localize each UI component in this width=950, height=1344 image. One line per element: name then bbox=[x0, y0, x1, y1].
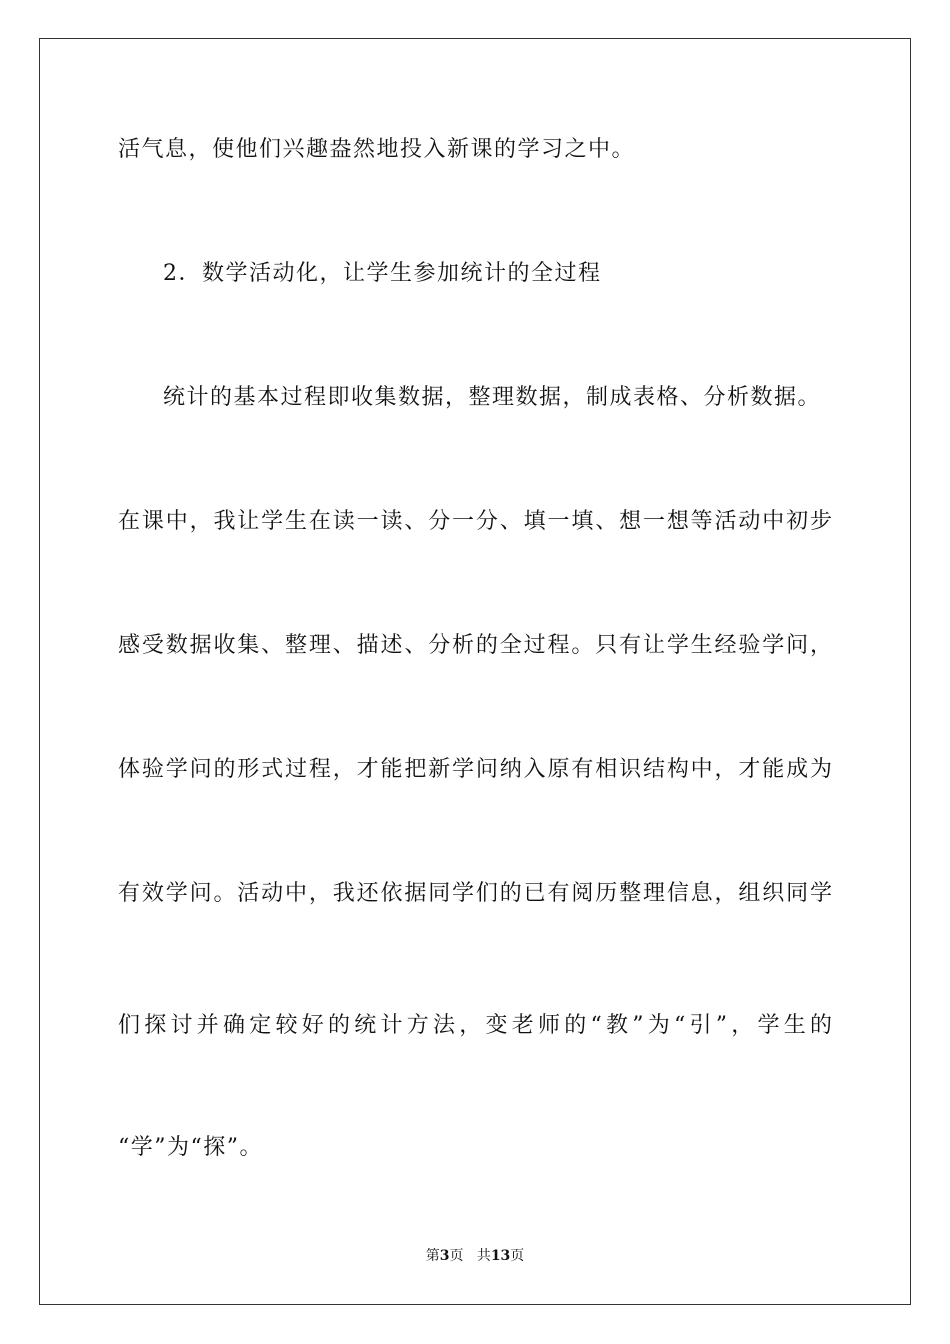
footer-page-suffix: 页 bbox=[449, 1248, 464, 1264]
page-frame bbox=[39, 38, 911, 1305]
section-heading: 2．数学活动化，让学生参加统计的全过程 bbox=[163, 261, 602, 286]
paragraph-line-3: 在课中，我让学生在读一读、分一分、填一填、想一想等活动中初步 bbox=[118, 509, 832, 534]
paragraph-line-1: 活气息，使他们兴趣盎然地投入新课的学习之中。 bbox=[118, 137, 636, 162]
paragraph-line-2: 统计的基本过程即收集数据，整理数据，制成表格、分析数据。 bbox=[163, 385, 822, 410]
footer-total-prefix: 共 bbox=[476, 1248, 491, 1264]
paragraph-line-6: 有效学问。活动中，我还依据同学们的已有阅历整理信息，组织同学 bbox=[118, 881, 832, 906]
footer-prefix: 第 bbox=[425, 1248, 440, 1264]
paragraph-line-7: 们探讨并确定较好的统计方法，变老师的“教”为“引”，学生的 bbox=[118, 1013, 832, 1038]
footer-total-suffix: 页 bbox=[510, 1248, 525, 1264]
footer-page-number: 3 bbox=[439, 1248, 450, 1264]
paragraph-line-5: 体验学问的形式过程，才能把新学问纳入原有相识结构中，才能成为 bbox=[118, 757, 832, 782]
paragraph-line-8: “学”为“探”。 bbox=[118, 1135, 263, 1160]
page-footer bbox=[0, 1247, 950, 1265]
footer-total-pages: 13 bbox=[490, 1248, 511, 1264]
paragraph-line-4: 感受数据收集、整理、描述、分析的全过程。只有让学生经验学问， bbox=[118, 633, 832, 658]
